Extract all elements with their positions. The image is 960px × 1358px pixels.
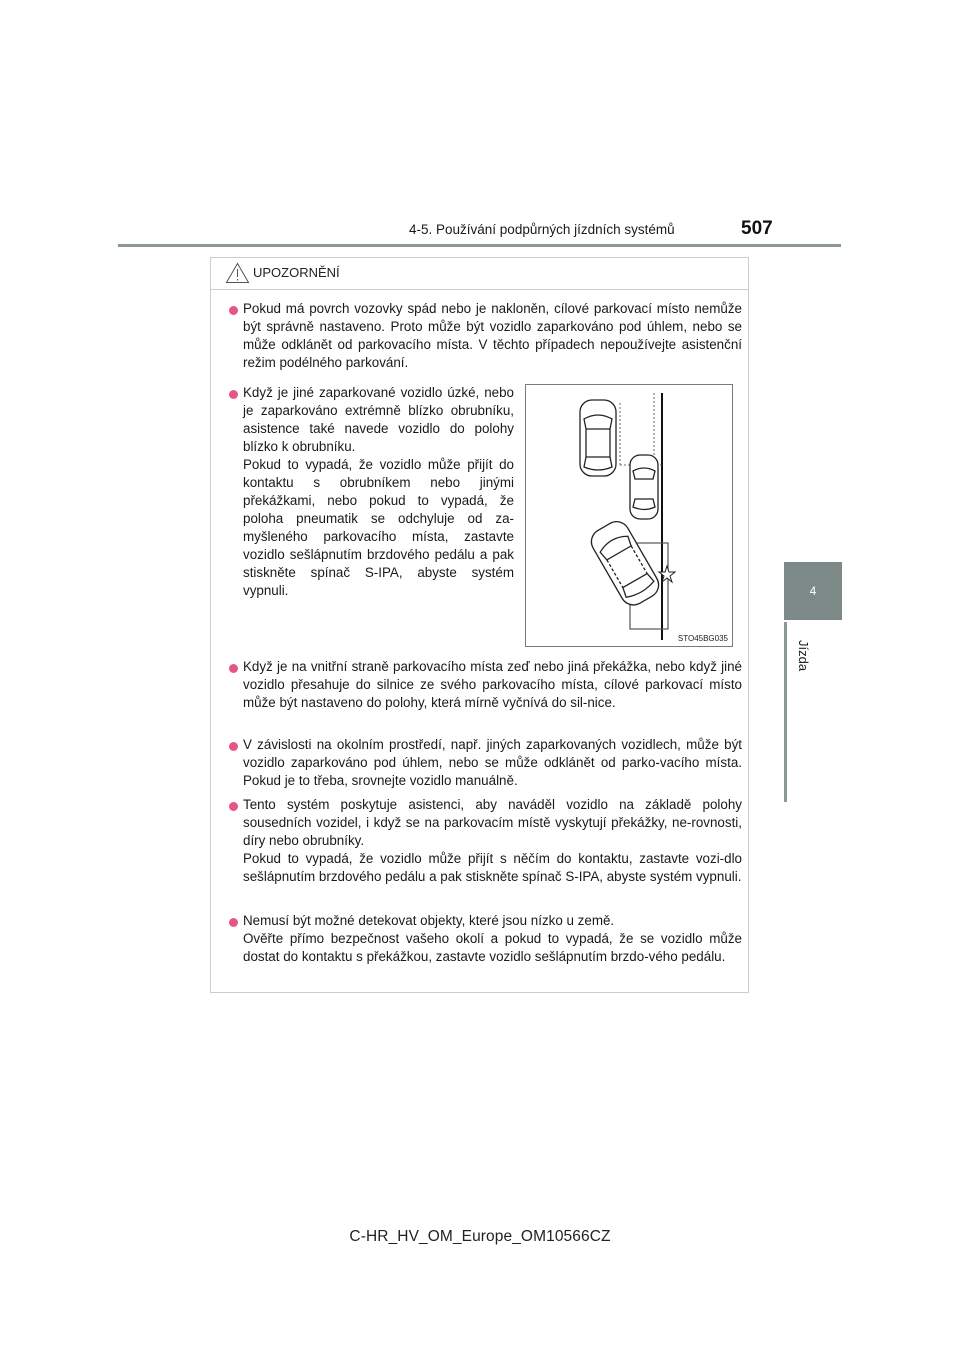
section-title: 4-5. Používání podpůrných jízdních systémů	[409, 222, 675, 237]
paragraph: Pokud to vypadá, že vozidlo může přijít do kontaktu s obrubníkem nebo jinými překážkami, nebo pokud to vypadá, že poloha pneumatik se odchyluje od za-myšleného parkovacího místa, zastavte vozidlo sešlápnutím brzdového pedálu a pak stiskněte spínač S-IPA, abyste systém vypnuli.	[243, 457, 514, 598]
paragraph: Tento systém poskytuje asistenci, aby naváděl vozidlo na základě polohy sousedních vozidel, i když se na parkovacím místě vyskytují překážky, ne-rovnosti, díry nebo obrubníky.	[243, 797, 742, 848]
warning-header	[211, 258, 748, 290]
warning-title: UPOZORNĚNÍ	[253, 265, 340, 280]
paragraph: Když je jiné zaparkované vozidlo úzké, nebo je zaparkováno extrémně blízko obrubníku, asistence také navede vozidlo do polohy blízko k obrubníku.	[243, 385, 514, 454]
bullet-icon	[229, 306, 238, 315]
document-code: C-HR_HV_OM_Europe_OM10566CZ	[349, 1228, 611, 1245]
chapter-label: Jízda	[796, 640, 811, 672]
bullet-icon	[229, 742, 238, 751]
paragraph: Pokud má povrch vozovky spád nebo je nakloněn, cílové parkovací místo nemůže být správně nastaveno. Proto může být vozidlo zaparkováno pod úhlem, nebo se může odklánět od parkovacího místa. V těchto případech nepoužívejte asistenční režim podélného parkování.	[243, 301, 742, 370]
bullet-icon	[229, 802, 238, 811]
warning-item-4	[243, 736, 742, 790]
chapter-tab: 4	[784, 562, 842, 620]
warning-item-1	[243, 300, 742, 372]
parked-car-rear	[630, 455, 658, 519]
figure-code: STO45BG035	[677, 634, 728, 643]
warning-triangle-icon	[225, 262, 250, 284]
parking-diagram	[526, 385, 732, 646]
warning-item-2	[243, 384, 514, 600]
warning-item-5	[243, 796, 742, 886]
header-divider	[118, 244, 841, 247]
parked-car-front	[580, 400, 616, 476]
paragraph: Nemusí být možné detekovat objekty, které jsou nízko u země.	[243, 913, 615, 928]
side-divider	[784, 622, 787, 802]
bullet-icon	[229, 664, 238, 673]
warning-box	[210, 257, 749, 993]
paragraph: Pokud to vypadá, že vozidlo může přijít s něčím do kontaktu, zastavte vozi-dlo sešlápnutím brzdového pedálu a pak stiskněte spínač S-IPA, abyste systém vypnuli.	[243, 851, 742, 884]
page-number: 507	[741, 218, 773, 239]
maneuvering-car	[587, 517, 664, 610]
paragraph: Ověřte přímo bezpečnost vašeho okolí a pokud to vypadá, že se vozidlo může dostat do kontaktu s překážkou, zastavte vozidlo sešlápnutím brzdo-vého pedálu.	[243, 931, 742, 964]
bullet-icon	[229, 918, 238, 927]
paragraph: Když je na vnitřní straně parkovacího místa zeď nebo jiná překážka, nebo když jiné vozidlo přesahuje do silnice ze svého parkovacího místa, cílové parkovací místo může být nastaveno do polohy, která mírně vyčnívá do sil-nice.	[243, 659, 742, 710]
warning-item-6	[243, 912, 742, 966]
warning-item-3	[243, 658, 742, 712]
paragraph: V závislosti na okolním prostředí, např. jiných zaparkovaných vozidlech, může být vozidlo zaparkováno pod úhlem, nebo se může odklánět od parko-vacího místa. Pokud je to třeba, srovnejte vozidlo manuálně.	[243, 737, 742, 788]
parking-illustration	[525, 384, 733, 647]
bullet-icon	[229, 390, 238, 399]
